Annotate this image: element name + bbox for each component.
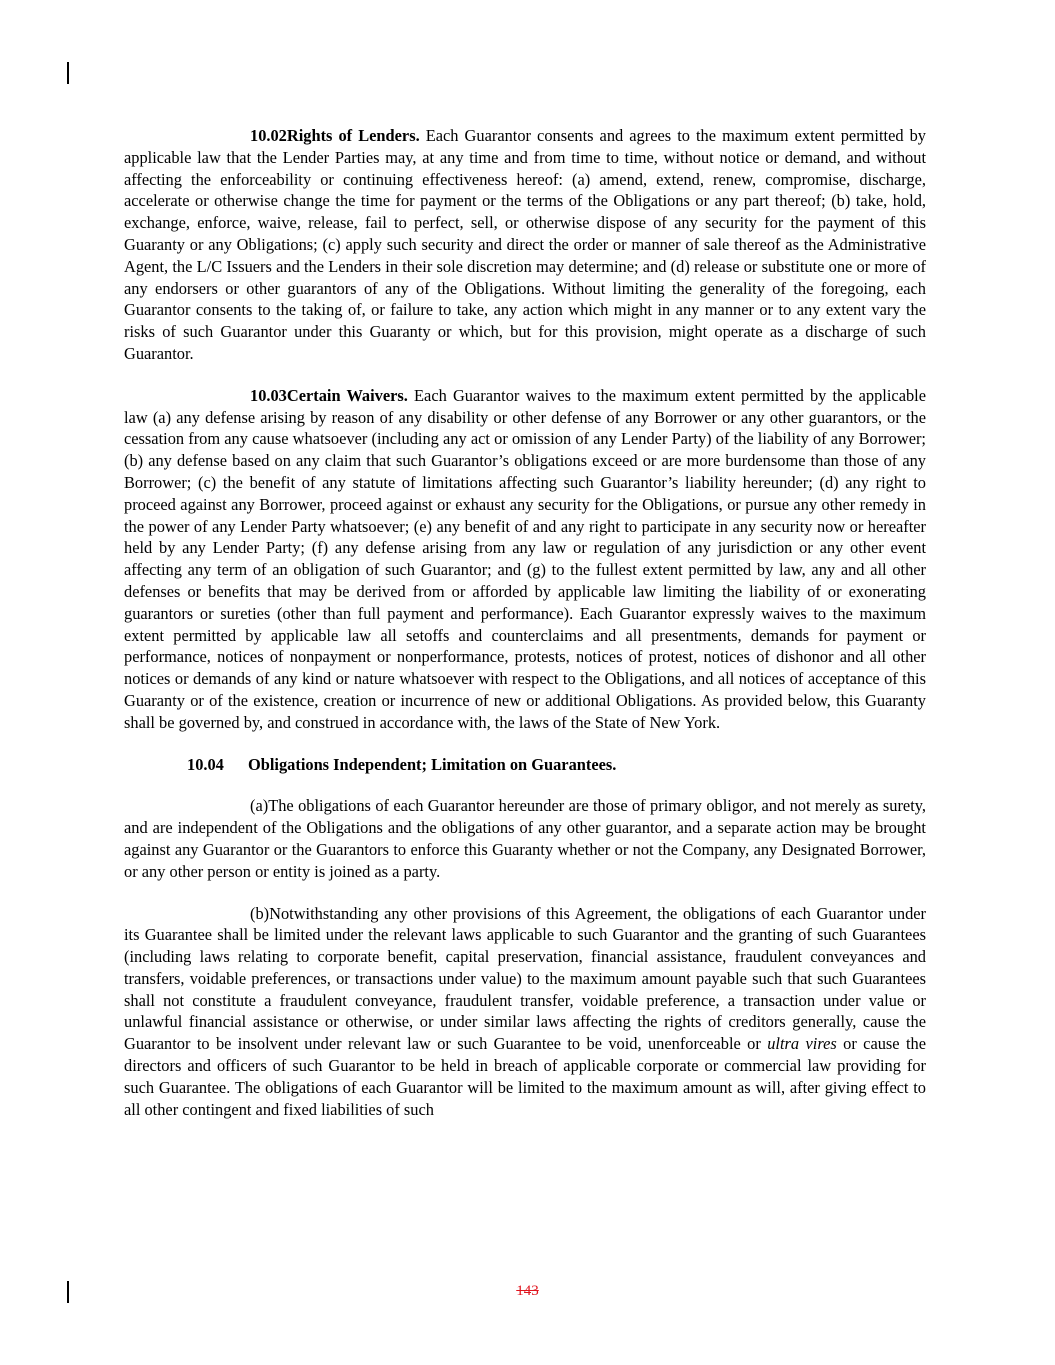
section-number: 10.02: [250, 126, 287, 145]
section-10-04-para-a: [124, 795, 926, 882]
paragraph-body-continued: or cause the directors and officers of such Guarantor to be held in breach of applicable corporate or commercial law providing for such Guarantee. The obligations of each Guarantor will be limited to the maximum amount as will, after giving effect to all other contingent and fixed liabilities of such: [124, 1034, 926, 1119]
section-10-03: [124, 385, 926, 734]
section-10-02: [124, 125, 926, 365]
page-number: 143: [516, 1283, 539, 1299]
section-10-04-heading: [187, 754, 926, 776]
section-10-04-para-b: [124, 903, 926, 1121]
paragraph-label: (a): [250, 796, 269, 816]
paragraph-italic-term: ultra vires: [767, 1034, 837, 1054]
paragraph-body: The obligations of each Guarantor hereunder are those of primary obligor, and not merely as surety, and are independent of the Obligations and the obligations of any other guarantor, and a separate action may be brought against any Guarantor or the Guarantors to enforce this Guaranty whether or not the Company, any Designated Borrower, or any other person or entity is joined as a party.: [124, 796, 926, 881]
section-title: Rights of Lenders.: [286, 126, 420, 145]
section-title: Certain Waivers.: [286, 385, 408, 405]
change-bar-top: [67, 62, 69, 84]
section-number: 10.03: [250, 385, 287, 405]
paragraph-label: (b): [250, 903, 270, 923]
section-number: 10.04: [187, 754, 224, 774]
section-body: Each Guarantor waives to the maximum extent permitted by the applicable law (a) any defense arising by reason of any disability or other defense of any Borrower or any other guarantors, or the cessation from any cause whatsoever (including any act or omission of any Lender Party) of the liability of any Borrower; (b) any defense based on any claim that such Guarantor’s obligations exceed or are more burdensome than those of any Borrower; (c) the benefit of any statute of limitations affecting such Guarantor’s liability hereunder; (d) any right to proceed against any Borrower, proceed against or exhaust any security for the Obligations, or pursue any other remedy in the power of any Lender Party whatsoever; (e) any benefit of and any right to participate in any security now or hereafter held by any Lender Party; (f) any defense arising from any law or regulation of any jurisdiction or any other event affecting any term of an obligation of such Guarantor; and (g) to the fullest extent permitted by law, any and all other defenses or benefits that may be derived from or afforded by applicable law limiting the liability of or exonerating guarantors or sureties (other than full payment and performance). Each Guarantor expressly waives to the maximum extent permitted by applicable law all setoffs and counterclaims and all presentments, demands for payment or performance, notices of nonpayment or nonperformance, protests, notices of protest, notices of dishonor and all other notices or demands of any kind or nature whatsoever with respect to the Obligations, and all notices of acceptance of this Guaranty or of the existence, creation or incurrence of new or additional Obligations. As provided below, this Guaranty shall be governed by, and construed in accordance with, the laws of the State of New York.: [124, 385, 926, 732]
paragraph-body: Notwithstanding any other provisions of this Agreement, the obligations of each Guarantor under its Guarantee shall be limited under the relevant laws applicable to such Guarantor and the granting of such Guarantees (including laws relating to corporate benefit, capital preservation, financial assistance, fraudulent conveyances and transfers, voidable preferences, or transactions under value) to the maximum amount payable such that such Guarantees shall not constitute a fraudulent conveyance, fraudulent transfer, voidable preference, a transaction under value or unlawful financial assistance or otherwise, or under similar laws affecting the rights of creditors generally, cause the Guarantor to be insolvent under relevant law or such Guarantee to be void, unenforceable or: [124, 903, 926, 1054]
document-page: [124, 125, 926, 1140]
section-title: Obligations Independent; Limitation on Guarantees.: [248, 754, 617, 774]
section-body: Each Guarantor consents and agrees to the maximum extent permitted by applicable law that the Lender Parties may, at any time and from time to time, without notice or demand, and without affecting the enforceability or continuing effectiveness hereof: (a) amend, extend, renew, compromise, discharge, accelerate or otherwise change the time for payment or the terms of the Obligations or any part thereof; (b) take, hold, exchange, enforce, waive, release, fail to perfect, sell, or otherwise dispose of any security for the payment of this Guaranty or any Obligations; (c) apply such security and direct the order or manner of sale thereof as the Administrative Agent, the L/C Issuers and the Lenders in their sole discretion may determine; and (d) release or substitute one or more of any endorsers or other guarantors of any of the Obligations. Without limiting the generality of the foregoing, each Guarantor consents to the taking of, or failure to take, any action which might in any manner or to any extent vary the risks of such Guarantor under this Guaranty or which, but for this provision, might operate as a discharge of such Guarantor.: [124, 126, 926, 363]
